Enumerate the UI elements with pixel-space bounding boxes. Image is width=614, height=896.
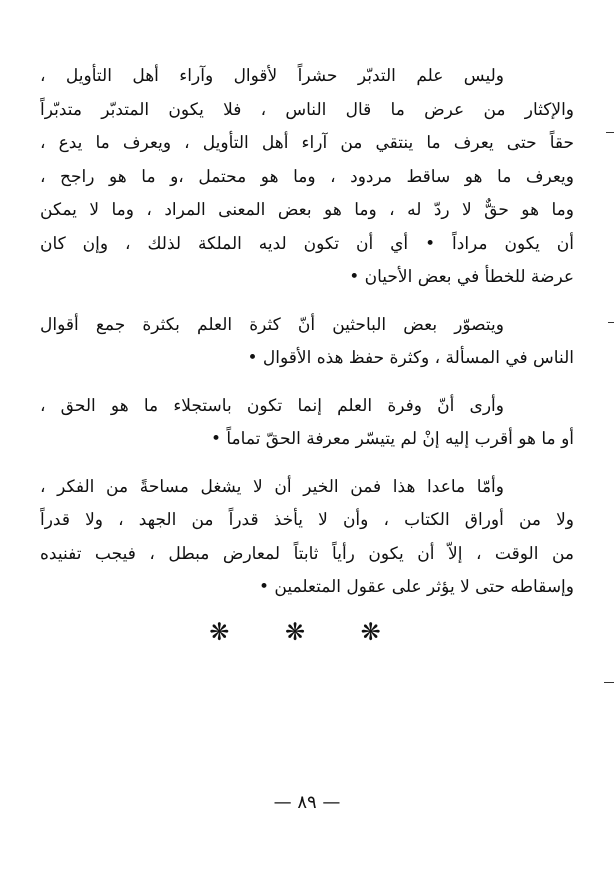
text-line: وأمّا ماعدا هذا فمن الخير أن لا يشغل مساحةً من الفكر ، [40, 476, 504, 497]
paragraph-1 [40, 60, 574, 295]
text-line: وما هو حقٌّ لا ردّ له ، وما هو بعض المعنى المراد ، وما لا يمكن [40, 200, 574, 220]
paragraph-3 [40, 390, 574, 457]
text-line: وليس علم التدبّر حشراً لأقوال وآراء أهل التأويل ، [40, 66, 504, 86]
text-line: وإسقاطه حتى لا يؤثر على عقول المتعلمين • [259, 577, 574, 597]
text-line: حقاً حتى يعرف ما ينتقي من آراء أهل التأويل ، ويعرف ما يدع ، [40, 133, 574, 153]
text-line: ولا من أوراق الكتاب ، وأن لا يأخذ قدراً من الجهد ، ولا قدراً [40, 510, 574, 530]
body-text [40, 60, 574, 605]
paragraph-2 [40, 309, 574, 376]
scan-mark [608, 322, 614, 323]
text-line: أن يكون مراداً • أي أن تكون لديه الملكة لذلك ، وإن كان [40, 233, 574, 254]
text-line: ويعرف ما هو ساقط مردود ، وما هو محتمل ،و ما هو راجح ، [40, 166, 574, 187]
text-line: وأرى أنّ وفرة العلم إنما تكون باستجلاء ما هو الحق ، [40, 395, 504, 416]
scan-mark [606, 132, 614, 133]
page-number: — ٨٩ — [273, 792, 341, 813]
scan-mark [604, 682, 614, 683]
text-line: من الوقت ، إلاّ أن يكون رأياً ثابتاً لمعارض مبطل ، فيجب تفنيده [40, 543, 574, 564]
section-separator: ❋ ❋ ❋ [209, 618, 405, 646]
text-line: عرضة للخطأ في بعض الأحيان • [349, 267, 574, 287]
paragraph-4 [40, 471, 574, 605]
text-line: والإكثار من عرض ما قال الناس ، فلا يكون المتدبّر متدبّراً [40, 99, 574, 120]
text-line: الناس في المسألة ، وكثرة حفظ هذه الأقوال • [247, 348, 574, 368]
text-line: ويتصوّر بعض الباحثين أنّ كثرة العلم بكثرة جمع أقوال [40, 314, 504, 335]
text-line: أو ما هو أقرب إليه إنْ لم يتيسّر معرفة الحقّ تماماً • [210, 429, 574, 449]
